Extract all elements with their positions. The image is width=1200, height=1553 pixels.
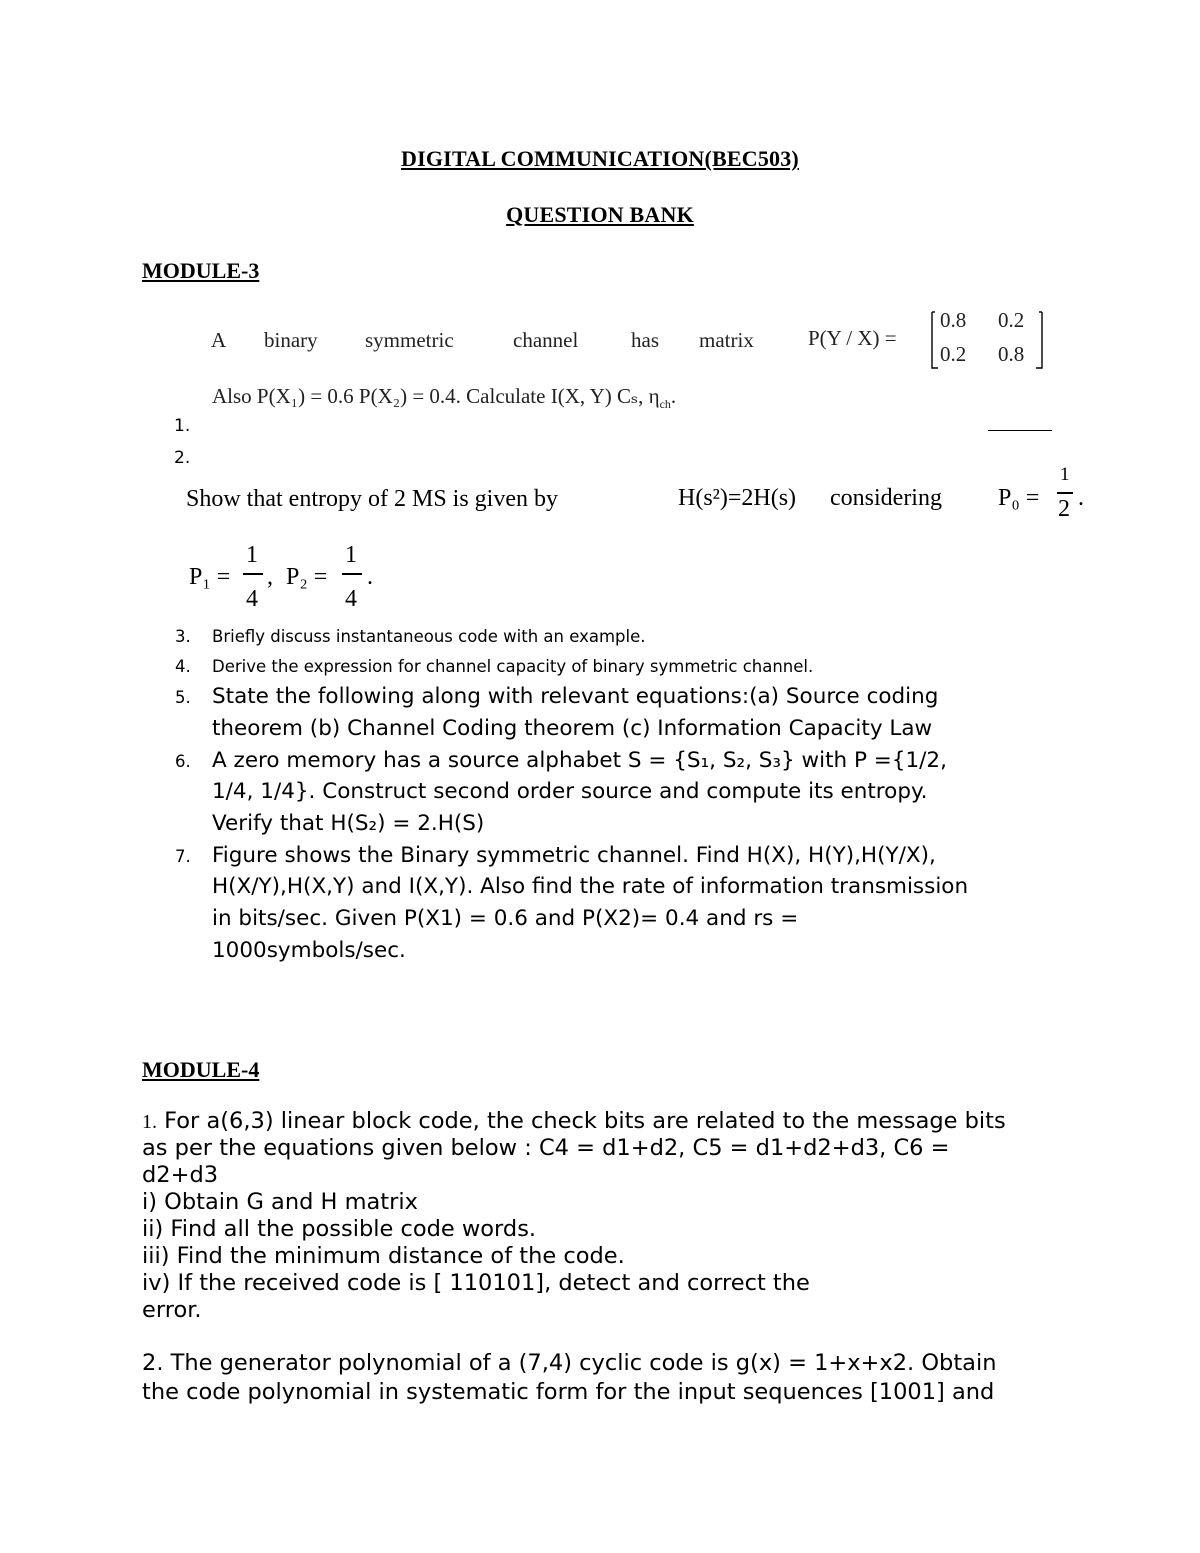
- p1-comma: ,: [267, 564, 273, 590]
- q1-word: matrix: [699, 328, 754, 352]
- matrix-cell: 0.8: [998, 342, 1025, 366]
- item-number-1: 1.: [174, 416, 191, 436]
- q2-text: Show that entropy of 2 MS is given by: [186, 486, 558, 512]
- p0-fraction-bar: [1057, 492, 1073, 494]
- q2-p0: P₀ =: [998, 485, 1040, 511]
- q1-line2-text: Also P(X₁) = 0.6 P(X₂) = 0.4. Calculate I(X, Y) Cₛ, η: [212, 384, 660, 408]
- p2-numerator: 1: [345, 542, 357, 568]
- matrix-cell: 0.8: [940, 308, 967, 332]
- item-number: 4.: [175, 657, 191, 676]
- m4-q1-number: 1.: [142, 1111, 157, 1133]
- channel-matrix: [928, 308, 1048, 372]
- q1-word: binary: [264, 328, 318, 352]
- p2-fraction-bar: [342, 573, 362, 575]
- item-text: State the following along with relevant equations:(a) Source coding: [212, 684, 939, 709]
- matrix-label: P(Y / X) =: [808, 326, 897, 350]
- item-number: 3.: [175, 627, 191, 646]
- q2-formula: H(s²)=2H(s): [678, 485, 797, 511]
- m4-q1-line-text: For a(6,3) linear block code, the check bits are related to the message bits: [164, 1108, 1006, 1134]
- q1-word: A: [211, 328, 227, 352]
- item-text: theorem (b) Channel Coding theorem (c) Information Capacity Law: [212, 716, 933, 741]
- p2-denominator: 4: [345, 586, 357, 612]
- m4-q2-line: 2. The generator polynomial of a (7,4) cyclic code is g(x) = 1+x+x2. Obtain: [142, 1350, 997, 1376]
- item-number: 6.: [175, 752, 191, 771]
- q2-considering: considering: [830, 485, 942, 511]
- p1-label: P₁ =: [189, 564, 231, 590]
- m4-question-1: [142, 1108, 1142, 1324]
- p0-denominator: 2: [1058, 496, 1070, 522]
- m4-q1-line: error.: [142, 1297, 202, 1323]
- item-number-2: 2.: [174, 448, 191, 468]
- item-text: Derive the expression for channel capacity of binary symmetric channel.: [212, 657, 814, 676]
- item-text: Verify that H(S₂) = 2.H(S): [212, 811, 485, 836]
- item-text: H(X/Y),H(X,Y) and I(X,Y). Also find the rate of information transmission: [212, 874, 969, 899]
- q1-word: has: [631, 328, 659, 352]
- eta-subscript: ch: [659, 397, 671, 412]
- matrix-cell: 0.2: [998, 308, 1025, 332]
- item-text: A zero memory has a source alphabet S = {S₁, S₂, S₃} with P ={1/2,: [212, 748, 947, 773]
- m4-q1-line: as per the equations given below : C4 = d1+d2, C5 = d1+d2+d3, C6 =: [142, 1135, 950, 1161]
- answer-line: [988, 430, 1052, 431]
- item-text: Figure shows the Binary symmetric channel. Find H(X), H(Y),H(Y/X),: [212, 843, 936, 868]
- q2-end-period: .: [1078, 485, 1084, 511]
- p0-numerator: 1: [1060, 464, 1070, 485]
- m4-q2-line: the code polynomial in systematic form for the input sequences [1001] and: [142, 1379, 995, 1405]
- module-4-heading: MODULE-4: [142, 1057, 260, 1082]
- document-subtitle: QUESTION BANK: [506, 202, 694, 227]
- p1-numerator: 1: [246, 542, 258, 568]
- document-title: DIGITAL COMMUNICATION(BEC503): [401, 146, 799, 171]
- p1-fraction-bar: [243, 573, 263, 575]
- m4-q1-line: iv) If the received code is [ 110101], detect and correct the: [142, 1270, 810, 1296]
- m4-q1-line: [142, 1108, 1142, 1135]
- item-text: 1000symbols/sec.: [212, 938, 406, 963]
- m4-q1-line: i) Obtain G and H matrix: [142, 1189, 418, 1215]
- q1-line1: [211, 328, 771, 358]
- module-3-heading: MODULE-3: [142, 258, 260, 283]
- item-text: 1/4, 1/4}. Construct second order source and compute its entropy.: [212, 779, 928, 804]
- m4-question-2: [142, 1350, 1142, 1408]
- q1-word: symmetric: [365, 328, 454, 352]
- item-number: 5.: [175, 688, 191, 707]
- q1-word: channel: [513, 328, 579, 352]
- m4-q1-line: d2+d3: [142, 1162, 219, 1188]
- item-number: 7.: [175, 847, 191, 866]
- m4-q1-line: iii) Find the minimum distance of the code.: [142, 1243, 625, 1269]
- matrix-cell: 0.2: [940, 342, 967, 366]
- p1-denominator: 4: [246, 586, 258, 612]
- q1-line2: [212, 384, 676, 412]
- p2-period: .: [367, 564, 373, 590]
- item-text: Briefly discuss instantaneous code with an example.: [212, 627, 646, 646]
- p2-label: P₂ =: [286, 564, 328, 590]
- m4-q1-line: ii) Find all the possible code words.: [142, 1216, 537, 1242]
- q1-line2-end: .: [670, 384, 677, 408]
- item-text: in bits/sec. Given P(X1) = 0.6 and P(X2)= 0.4 and rs =: [212, 906, 799, 931]
